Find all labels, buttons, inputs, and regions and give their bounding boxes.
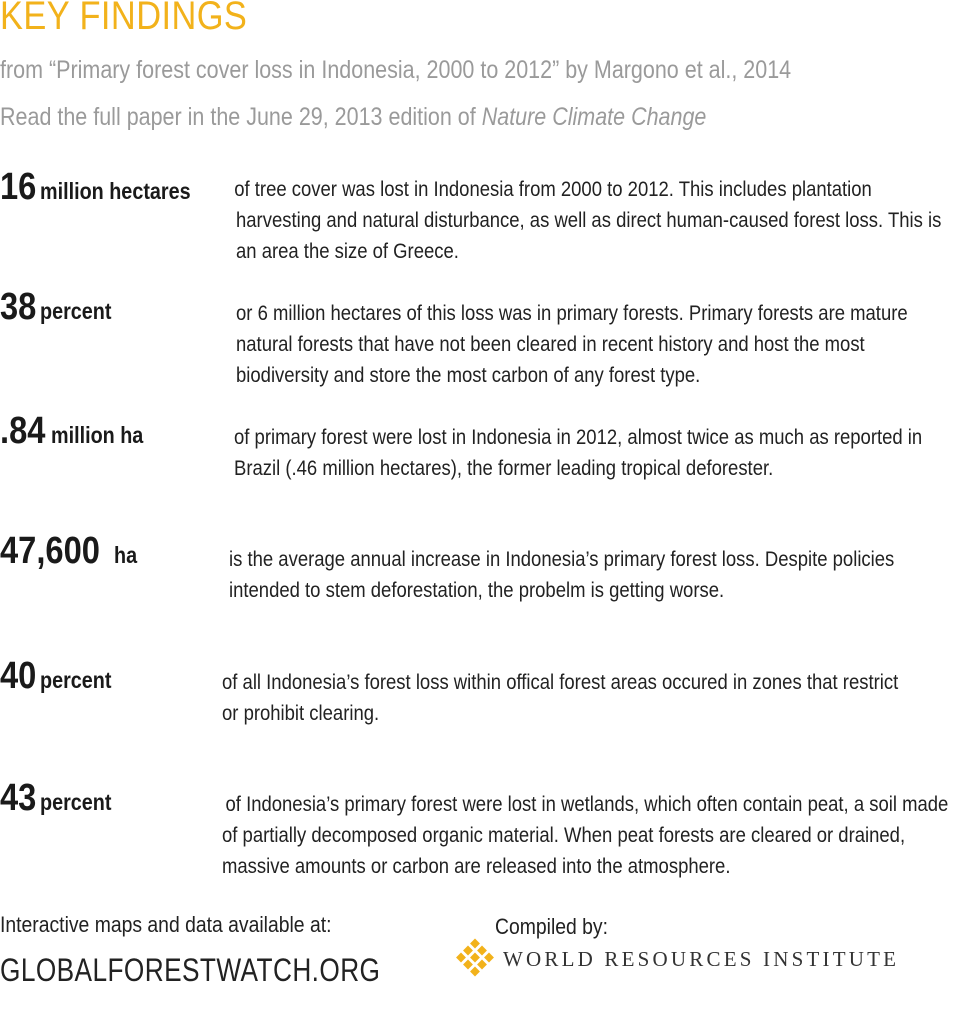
finding-description: or 6 million hectares of this loss was in primary forests. Primary forests are mature natural forests that have not been cleared in recent history and host the most biodiversity and store the most carbon of any forest type. xyxy=(236,302,908,387)
wri-logo-icon xyxy=(455,938,495,978)
read-paper-note xyxy=(0,103,706,132)
compiled-by-label: Compiled by: xyxy=(495,914,608,939)
finding-stat xyxy=(0,655,123,698)
wri-name: WORLD RESOURCES INSTITUTE xyxy=(503,947,900,971)
finding-unit: percent xyxy=(40,789,112,815)
finding-number: 43 xyxy=(0,777,37,819)
finding-description: is the average annual increase in Indonesia’s primary forest loss. Despite policies intended to stem deforestation, the probelm is getting worse. xyxy=(229,548,895,602)
finding-stat xyxy=(0,166,215,209)
finding-number: 47,600 xyxy=(0,530,100,572)
finding-description: of primary forest were lost in Indonesia in 2012, almost twice as much as reported in Brazil (.46 million hectares), the former leading tropical deforester. xyxy=(234,426,923,480)
finding-stat xyxy=(0,286,123,329)
finding-number: 38 xyxy=(0,286,37,328)
gfw-link[interactable]: GLOBALFORESTWATCH.ORG xyxy=(0,952,381,988)
source-citation: from “Primary forest cover loss in Indonesia, 2000 to 2012” by Margono et al., 2014 xyxy=(0,56,792,84)
finding-number: 16 xyxy=(0,166,37,208)
finding-stat xyxy=(0,777,123,820)
finding-description: of tree cover was lost in Indonesia from 2000 to 2012. This includes plantation harvesting and natural disturbance, as well as direct human-caused forest loss. This is an area the size of Greece. xyxy=(234,178,942,263)
journal-name: Nature Climate Change xyxy=(481,103,707,131)
finding-description: of all Indonesia’s forest loss within offical forest areas occured in zones that restrict or prohibit clearing. xyxy=(222,671,899,725)
page-title: KEY FINDINGS xyxy=(0,0,248,38)
finding-stat xyxy=(0,410,158,453)
finding-number: .84 xyxy=(0,410,46,452)
finding-unit: ha xyxy=(114,542,138,568)
read-paper-prefix: Read the full paper in the June 29, 2013 edition of xyxy=(0,103,476,131)
finding-unit: million hectares xyxy=(40,178,191,204)
finding-description: of Indonesia’s primary forest were lost in wetlands, which often contain peat, a soil made of partially decomposed organic material. When peat forests are cleared or drained, massive amounts or carbon are released into the atmosphere. xyxy=(222,793,949,878)
finding-number: 40 xyxy=(0,655,37,697)
maps-data-label: Interactive maps and data available at: xyxy=(0,912,332,937)
finding-unit: percent xyxy=(40,298,112,324)
finding-stat xyxy=(0,530,141,573)
finding-unit: percent xyxy=(40,667,112,693)
finding-unit: million ha xyxy=(50,422,144,448)
